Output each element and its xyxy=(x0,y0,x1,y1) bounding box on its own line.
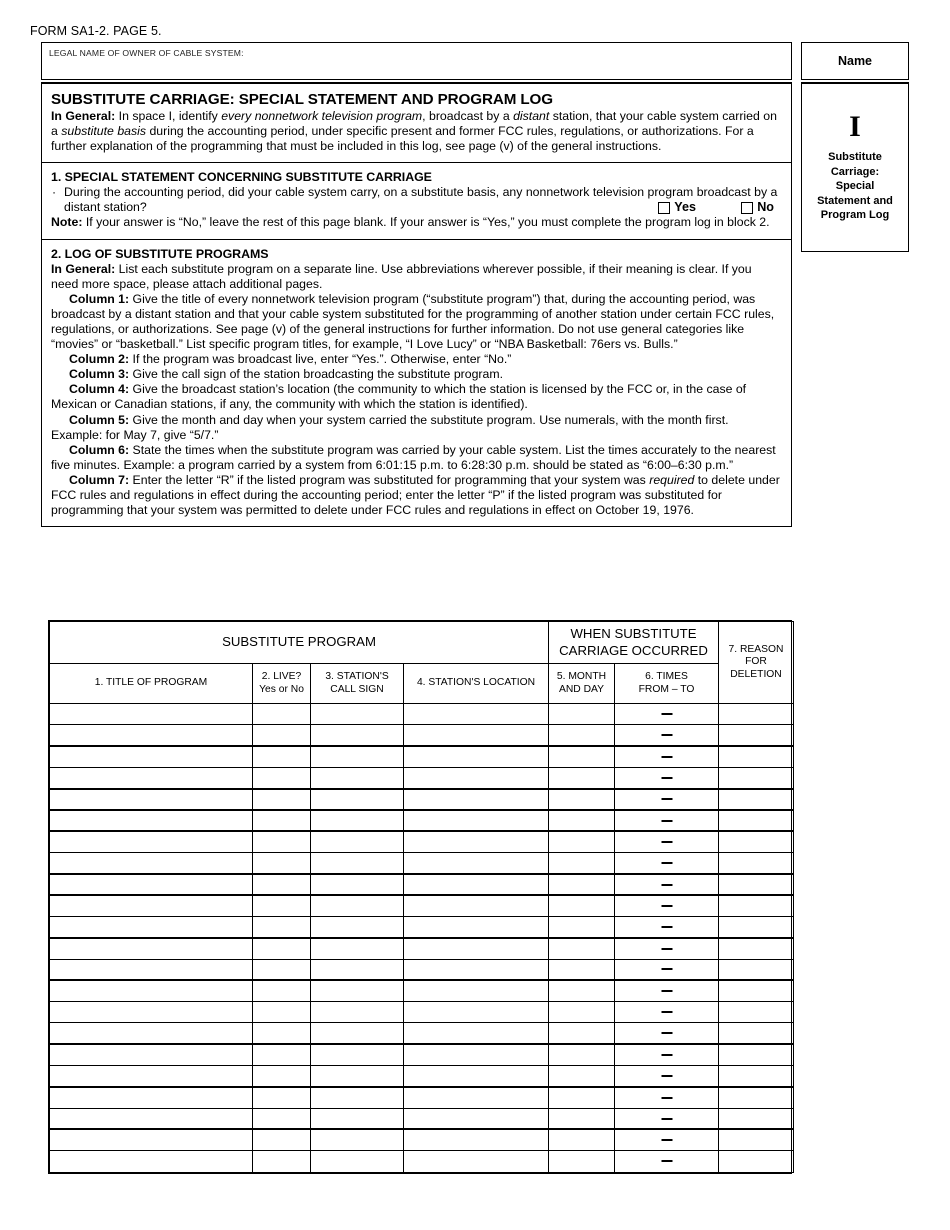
table-cell-col-6[interactable] xyxy=(615,789,719,810)
table-cell-col-6[interactable] xyxy=(615,959,719,980)
table-cell-col-5[interactable] xyxy=(549,853,615,874)
table-cell-col-2[interactable] xyxy=(253,1002,311,1023)
time-range-dash-icon xyxy=(661,990,672,992)
table-cell-col-4[interactable] xyxy=(404,1108,549,1129)
time-range-dash-icon xyxy=(661,1032,672,1034)
table-cell-col-5[interactable] xyxy=(549,704,615,725)
table-row[interactable] xyxy=(50,959,794,980)
col6-lead: Column 6: xyxy=(69,442,130,457)
table-cell-col-3[interactable] xyxy=(311,767,404,788)
table-cell-col-3[interactable] xyxy=(311,704,404,725)
table-cell-col-4[interactable] xyxy=(404,1044,549,1065)
table-cell-col-7[interactable] xyxy=(719,938,794,959)
col-head-3-line-1: 3. STATION'S xyxy=(325,671,389,683)
table-cell-col-6[interactable] xyxy=(615,1002,719,1023)
sidebar-caption-line-5: Program Log xyxy=(820,209,890,222)
column-3-instruction xyxy=(51,367,782,382)
table-cell-col-7[interactable] xyxy=(719,874,794,895)
col7-text-a: Enter the letter “R” if the listed program was substituted for programming that your system was xyxy=(129,472,650,487)
time-range-dash-icon xyxy=(661,820,672,822)
table-cell-col-3[interactable] xyxy=(311,1023,404,1044)
no-option[interactable] xyxy=(741,200,774,215)
table-cell-col-6[interactable] xyxy=(615,704,719,725)
col3-lead: Column 3: xyxy=(69,367,130,382)
column-5-instruction xyxy=(51,413,782,443)
time-range-dash-icon xyxy=(661,862,672,864)
section-1-question-row xyxy=(51,185,782,215)
section-2 xyxy=(42,239,791,527)
legal-name-box[interactable] xyxy=(41,42,792,80)
table-cell-col-7[interactable] xyxy=(719,1002,794,1023)
table-row[interactable] xyxy=(50,1002,794,1023)
table-cell-col-4[interactable] xyxy=(404,725,549,746)
table-cell-col-2[interactable] xyxy=(253,938,311,959)
time-range-dash-icon xyxy=(661,948,672,950)
table-cell-col-5[interactable] xyxy=(549,725,615,746)
column-header-station-location xyxy=(404,664,549,704)
table-cell-col-2[interactable] xyxy=(253,746,311,767)
no-checkbox[interactable] xyxy=(741,202,753,214)
table-cell-col-6[interactable] xyxy=(615,853,719,874)
col4-text: Give the broadcast station’s location (the community to which the station is licensed by the FCC or, in the case of Mexican or Canadian stations, if any, the community with which the station is identified). xyxy=(51,382,747,412)
table-cell-col-3[interactable] xyxy=(311,874,404,895)
intro-em-3: substitute basis xyxy=(61,124,147,139)
table-cell-col-1[interactable] xyxy=(50,1087,253,1108)
table-row[interactable] xyxy=(50,1087,794,1108)
sidebar-caption-line-1: Substitute xyxy=(828,151,882,163)
table-cell-col-2[interactable] xyxy=(253,810,311,831)
table-cell-col-6[interactable] xyxy=(615,810,719,831)
table-cell-col-6[interactable] xyxy=(615,1108,719,1129)
note-text: If your answer is “No,” leave the rest of this page blank. If your answer is “Yes,” you must complete the program log in block 2. xyxy=(82,215,770,230)
col-head-5-line-2: AND DAY xyxy=(558,683,604,695)
table-cell-col-5[interactable] xyxy=(549,1044,615,1065)
table-cell-col-1[interactable] xyxy=(50,874,253,895)
intro-lead: In General: xyxy=(51,109,116,123)
time-range-dash-icon xyxy=(661,756,672,758)
time-range-dash-icon xyxy=(661,1075,672,1077)
table-cell-col-1[interactable] xyxy=(50,853,253,874)
note-lead: Note: xyxy=(51,215,83,230)
group-header-when-carriage-occurred xyxy=(549,622,719,664)
time-range-dash-icon xyxy=(661,734,672,736)
table-cell-col-4[interactable] xyxy=(404,853,549,874)
table-cell-col-5[interactable] xyxy=(549,1087,615,1108)
table-cell-col-1[interactable] xyxy=(50,1044,253,1065)
table-cell-col-4[interactable] xyxy=(404,959,549,980)
column-4-instruction xyxy=(51,382,782,412)
table-cell-col-6[interactable] xyxy=(615,725,719,746)
general-text: List each substitute program on a separate line. Use abbreviations wherever possible, if their meaning is clear. If you need more space, please attach additional pages. xyxy=(51,261,752,291)
sidebar-column xyxy=(801,42,909,252)
table-cell-col-1[interactable] xyxy=(50,725,253,746)
table-cell-col-4[interactable] xyxy=(404,1151,549,1172)
table-cell-col-1[interactable] xyxy=(50,959,253,980)
group-header-substitute-program: SUBSTITUTE PROGRAM xyxy=(50,622,549,664)
table-cell-col-7[interactable] xyxy=(719,1087,794,1108)
table-cell-col-7[interactable] xyxy=(719,853,794,874)
table-cell-col-4[interactable] xyxy=(404,704,549,725)
table-head xyxy=(50,622,794,704)
table-cell-col-2[interactable] xyxy=(253,916,311,937)
column-header-reason-for-deletion xyxy=(719,622,794,704)
table-cell-col-7[interactable] xyxy=(719,916,794,937)
col-head-3-line-2: CALL SIGN xyxy=(330,683,384,695)
table-cell-col-3[interactable] xyxy=(311,1066,404,1087)
table-cell-col-3[interactable] xyxy=(311,1108,404,1129)
time-range-dash-icon xyxy=(661,713,672,715)
table-cell-col-2[interactable] xyxy=(253,1044,311,1065)
table-cell-col-2[interactable] xyxy=(253,1108,311,1129)
table-cell-col-4[interactable] xyxy=(404,1087,549,1108)
table-cell-col-4[interactable] xyxy=(404,895,549,916)
table-row[interactable] xyxy=(50,874,794,895)
table-cell-col-7[interactable] xyxy=(719,746,794,767)
table-cell-col-5[interactable] xyxy=(549,746,615,767)
table-cell-col-3[interactable] xyxy=(311,1087,404,1108)
column-header-call-sign xyxy=(311,664,404,704)
col7-lead: Column 7: xyxy=(69,472,130,487)
table-cell-col-6[interactable] xyxy=(615,1151,719,1172)
col-head-6-line-2: FROM – TO xyxy=(638,683,695,695)
table-cell-col-2[interactable] xyxy=(253,1066,311,1087)
table-row[interactable] xyxy=(50,895,794,916)
table-cell-col-5[interactable] xyxy=(549,1151,615,1172)
table-cell-col-6[interactable] xyxy=(615,1066,719,1087)
section-1-note xyxy=(51,215,782,230)
column-header-month-and-day xyxy=(549,664,615,704)
col7-em: required xyxy=(649,472,695,487)
sidebar-caption-line-2: Carriage: xyxy=(830,165,880,178)
time-range-dash-icon xyxy=(661,1160,672,1162)
table-row[interactable] xyxy=(50,938,794,959)
time-range-dash-icon xyxy=(661,1139,672,1141)
intro-em-2: distant xyxy=(513,109,550,123)
table-cell-col-6[interactable] xyxy=(615,874,719,895)
time-range-dash-icon xyxy=(661,1118,672,1120)
table-cell-col-3[interactable] xyxy=(311,980,404,1001)
group-header-right-line-1: WHEN SUBSTITUTE xyxy=(570,626,697,641)
sidebar-name-header: Name xyxy=(801,42,909,80)
table-cell-col-7[interactable] xyxy=(719,1108,794,1129)
table-body xyxy=(50,704,794,1173)
table-cell-col-1[interactable] xyxy=(50,1151,253,1172)
table-cell-col-1[interactable] xyxy=(50,1002,253,1023)
table-cell-col-1[interactable] xyxy=(50,746,253,767)
table-cell-col-5[interactable] xyxy=(549,895,615,916)
section-2-heading: 2. LOG OF SUBSTITUTE PROGRAMS xyxy=(51,246,269,261)
table-cell-col-7[interactable] xyxy=(719,895,794,916)
table-row[interactable] xyxy=(50,1129,794,1150)
col2-lead: Column 2: xyxy=(69,352,130,367)
table-cell-col-1[interactable] xyxy=(50,831,253,852)
table-cell-col-7[interactable] xyxy=(719,980,794,1001)
table-cell-col-4[interactable] xyxy=(404,767,549,788)
table-cell-col-3[interactable] xyxy=(311,1151,404,1172)
table-cell-col-5[interactable] xyxy=(549,916,615,937)
table-cell-col-5[interactable] xyxy=(549,831,615,852)
table-cell-col-1[interactable] xyxy=(50,938,253,959)
table-cell-col-6[interactable] xyxy=(615,746,719,767)
table-column-header-row xyxy=(50,664,794,704)
section-1-question: During the accounting period, did your cable system carry, on a substitute basis, any nonnetwork television program broadcast by a distant station? xyxy=(64,185,778,215)
sidebar-caption xyxy=(802,150,908,223)
group-header-right-line-2: CARRIAGE OCCURRED xyxy=(559,642,708,658)
table-cell-col-5[interactable] xyxy=(549,1066,615,1087)
column-header-times xyxy=(615,664,719,704)
table-cell-col-7[interactable] xyxy=(719,831,794,852)
col5-text: Give the month and day when your system carried the substitute program. Use numerals, with the month first. Example: for May 7, give “5/7.” xyxy=(51,412,729,442)
table-cell-col-3[interactable] xyxy=(311,810,404,831)
table-row[interactable] xyxy=(50,789,794,810)
sidebar-section-number: I xyxy=(849,110,861,143)
intro-text-1: In space I, identify xyxy=(115,109,222,123)
table-row[interactable] xyxy=(50,1044,794,1065)
table-cell-col-6[interactable] xyxy=(615,767,719,788)
time-range-dash-icon xyxy=(661,926,672,928)
table-cell-col-3[interactable] xyxy=(311,853,404,874)
sidebar-section-marker xyxy=(801,82,909,252)
table-cell-col-6[interactable] xyxy=(615,831,719,852)
table-cell-col-6[interactable] xyxy=(615,1129,719,1150)
table-cell-col-7[interactable] xyxy=(719,1129,794,1150)
table-cell-col-4[interactable] xyxy=(404,1002,549,1023)
form-identifier: FORM SA1-2. PAGE 5. xyxy=(30,24,162,38)
table-cell-col-1[interactable] xyxy=(50,1023,253,1044)
table-cell-col-4[interactable] xyxy=(404,1023,549,1044)
table-cell-col-1[interactable] xyxy=(50,895,253,916)
time-range-dash-icon xyxy=(661,884,672,886)
col6-text: State the times when the substitute program was carried by your cable system. List the times accurately to the nearest five minutes. Example: a program carried by a system from 6:01:15 p.m. to 6:28:30 p.m. should be stated as “6:00–6:30 p.m.” xyxy=(51,442,776,472)
table-cell-col-7[interactable] xyxy=(719,1066,794,1087)
bullet-icon: · xyxy=(52,185,57,200)
table-cell-col-2[interactable] xyxy=(253,789,311,810)
table-cell-col-7[interactable] xyxy=(719,1151,794,1172)
legal-name-label: LEGAL NAME OF OWNER OF CABLE SYSTEM: xyxy=(49,48,244,58)
column-2-instruction xyxy=(51,352,782,367)
intro-text-3: station, that your cable system carried on a xyxy=(51,109,777,139)
table-cell-col-4[interactable] xyxy=(404,746,549,767)
col7-text-b: to delete under FCC rules and regulations in effect during the accounting period; enter the letter “P” if the listed program was substituted for programming that your system was permitted to delete under FCC rules and regulations in effect on October 19, 1976. xyxy=(51,472,780,518)
table-cell-col-5[interactable] xyxy=(549,810,615,831)
table-row[interactable] xyxy=(50,746,794,767)
table-row[interactable] xyxy=(50,831,794,852)
table-cell-col-7[interactable] xyxy=(719,959,794,980)
table-cell-col-7[interactable] xyxy=(719,1023,794,1044)
reason-line-3: DELETION xyxy=(730,668,782,680)
table-cell-col-4[interactable] xyxy=(404,874,549,895)
table-cell-col-5[interactable] xyxy=(549,874,615,895)
time-range-dash-icon xyxy=(661,841,672,843)
table-cell-col-2[interactable] xyxy=(253,725,311,746)
table-cell-col-1[interactable] xyxy=(50,1108,253,1129)
table-cell-col-2[interactable] xyxy=(253,874,311,895)
table-cell-col-6[interactable] xyxy=(615,1087,719,1108)
table-cell-col-2[interactable] xyxy=(253,1129,311,1150)
table-cell-col-6[interactable] xyxy=(615,1023,719,1044)
col-head-4-line-1: 4. STATION'S LOCATION xyxy=(416,677,536,689)
column-header-live xyxy=(253,664,311,704)
time-range-dash-icon xyxy=(661,968,672,970)
table-cell-col-4[interactable] xyxy=(404,916,549,937)
reason-line-1: 7. REASON xyxy=(728,643,784,655)
table-cell-col-3[interactable] xyxy=(311,1129,404,1150)
main-column xyxy=(41,42,792,527)
no-label: No xyxy=(757,200,774,215)
table-cell-col-5[interactable] xyxy=(549,959,615,980)
time-range-dash-icon xyxy=(661,798,672,800)
table-cell-col-2[interactable] xyxy=(253,1023,311,1044)
yes-option[interactable] xyxy=(658,200,696,215)
table-cell-col-3[interactable] xyxy=(311,746,404,767)
table-cell-col-5[interactable] xyxy=(549,767,615,788)
table-cell-col-7[interactable] xyxy=(719,767,794,788)
reason-line-2: FOR xyxy=(745,656,767,668)
table-cell-col-5[interactable] xyxy=(549,938,615,959)
column-6-instruction xyxy=(51,443,782,473)
time-range-dash-icon xyxy=(661,1011,672,1013)
table-cell-col-5[interactable] xyxy=(549,789,615,810)
page-title: SUBSTITUTE CARRIAGE: SPECIAL STATEMENT AND PROGRAM LOG xyxy=(51,91,553,108)
table-cell-col-3[interactable] xyxy=(311,725,404,746)
table-cell-col-2[interactable] xyxy=(253,1151,311,1172)
table-cell-col-2[interactable] xyxy=(253,853,311,874)
substitute-program-log-table xyxy=(48,620,792,1174)
general-lead: In General: xyxy=(51,261,116,276)
section-1 xyxy=(42,162,791,238)
time-range-dash-icon xyxy=(661,1097,672,1099)
table-cell-col-1[interactable] xyxy=(50,1066,253,1087)
table-cell-col-5[interactable] xyxy=(549,1023,615,1044)
table-cell-col-1[interactable] xyxy=(50,767,253,788)
table-cell-col-7[interactable] xyxy=(719,725,794,746)
time-range-dash-icon xyxy=(661,1054,672,1056)
col-head-6-line-1: 6. TIMES xyxy=(645,671,688,683)
table-row[interactable] xyxy=(50,980,794,1001)
column-7-instruction xyxy=(51,473,782,518)
table-row[interactable] xyxy=(50,916,794,937)
table-cell-col-3[interactable] xyxy=(311,1044,404,1065)
table-cell-col-4[interactable] xyxy=(404,980,549,1001)
table-cell-col-4[interactable] xyxy=(404,810,549,831)
table-cell-col-4[interactable] xyxy=(404,1066,549,1087)
col-head-1-line-1: 1. TITLE OF PROGRAM xyxy=(94,677,208,689)
section-2-general xyxy=(51,262,782,292)
table-cell-col-3[interactable] xyxy=(311,1002,404,1023)
table-cell-col-1[interactable] xyxy=(50,789,253,810)
table-cell-col-3[interactable] xyxy=(311,938,404,959)
table-cell-col-5[interactable] xyxy=(549,980,615,1001)
table-cell-col-4[interactable] xyxy=(404,831,549,852)
table-cell-col-1[interactable] xyxy=(50,980,253,1001)
table-cell-col-1[interactable] xyxy=(50,704,253,725)
table-cell-col-3[interactable] xyxy=(311,895,404,916)
table-cell-col-5[interactable] xyxy=(549,1108,615,1129)
table-row[interactable] xyxy=(50,1066,794,1087)
table-cell-col-2[interactable] xyxy=(253,704,311,725)
time-range-dash-icon xyxy=(661,777,672,779)
column-header-title-of-program xyxy=(50,664,253,704)
table-cell-col-6[interactable] xyxy=(615,1044,719,1065)
table-row[interactable] xyxy=(50,767,794,788)
table-cell-col-4[interactable] xyxy=(404,938,549,959)
col1-lead: Column 1: xyxy=(69,291,130,306)
sidebar-caption-line-3: Special xyxy=(835,180,875,193)
table-cell-col-1[interactable] xyxy=(50,810,253,831)
yes-label: Yes xyxy=(674,200,696,215)
table-cell-col-6[interactable] xyxy=(615,980,719,1001)
table-cell-col-3[interactable] xyxy=(311,916,404,937)
col-head-2-line-1: 2. LIVE? xyxy=(261,671,302,683)
sidebar-caption-line-4: Statement and xyxy=(817,194,893,207)
col-head-2-line-2: Yes or No xyxy=(259,683,304,695)
table-cell-col-7[interactable] xyxy=(719,704,794,725)
col4-lead: Column 4: xyxy=(69,382,130,397)
col2-text: If the program was broadcast live, enter “Yes.”. Otherwise, enter “No.” xyxy=(129,352,512,367)
table-cell-col-6[interactable] xyxy=(615,895,719,916)
table-group-header-row xyxy=(50,622,794,664)
table-row[interactable] xyxy=(50,853,794,874)
table-cell-col-6[interactable] xyxy=(615,916,719,937)
table-cell-col-1[interactable] xyxy=(50,916,253,937)
table-cell-col-1[interactable] xyxy=(50,1129,253,1150)
time-range-dash-icon xyxy=(661,905,672,907)
table-cell-col-3[interactable] xyxy=(311,789,404,810)
col-head-5-line-1: 5. MONTH xyxy=(556,671,607,683)
table-cell-col-2[interactable] xyxy=(253,831,311,852)
table-cell-col-2[interactable] xyxy=(253,895,311,916)
col3-text: Give the call sign of the station broadcasting the substitute program. xyxy=(129,367,504,382)
intro-text-2: , broadcast by a xyxy=(422,109,514,123)
table-row[interactable] xyxy=(50,725,794,746)
table-row[interactable] xyxy=(50,810,794,831)
table-cell-col-7[interactable] xyxy=(719,1044,794,1065)
intro-section xyxy=(42,84,791,162)
table-cell-col-3[interactable] xyxy=(311,831,404,852)
table-cell-col-4[interactable] xyxy=(404,1129,549,1150)
column-1-instruction xyxy=(51,292,782,352)
table-cell-col-7[interactable] xyxy=(719,789,794,810)
table-row[interactable] xyxy=(50,704,794,725)
table-cell-col-2[interactable] xyxy=(253,980,311,1001)
table-cell-col-6[interactable] xyxy=(615,938,719,959)
col5-lead: Column 5: xyxy=(69,412,130,427)
table-cell-col-3[interactable] xyxy=(311,959,404,980)
instructions-box xyxy=(41,82,792,527)
table-cell-col-4[interactable] xyxy=(404,789,549,810)
col1-text: Give the title of every nonnetwork television program (“substitute program”) that, during the accounting period, was broadcast by a distant station and that your cable system substituted for the programming of another station under certain FCC rules, regulations, or authorizations. See page (v) of the general instructions for further information. Do not use general categories like “movies” or “basketball.” List specific program titles, for example, “I Love Lucy” or “NBA Basketball: 76ers vs. Bulls.” xyxy=(51,291,775,352)
intro-em-1: every nonnetwork television program xyxy=(221,109,423,123)
table-row[interactable] xyxy=(50,1108,794,1129)
yes-checkbox[interactable] xyxy=(658,202,670,214)
table-row[interactable] xyxy=(50,1151,794,1172)
table-cell-col-5[interactable] xyxy=(549,1129,615,1150)
table-cell-col-7[interactable] xyxy=(719,810,794,831)
section-1-heading: 1. SPECIAL STATEMENT CONCERNING SUBSTITUTE CARRIAGE xyxy=(51,170,432,185)
intro-text-4: during the accounting period, under specific present and former FCC rules, regulations, or authorizations. For a further explanation of the programming that must be included in this log, see page (v) of the general instructions. xyxy=(51,124,754,154)
table-cell-col-5[interactable] xyxy=(549,1002,615,1023)
table-row[interactable] xyxy=(50,1023,794,1044)
table-cell-col-2[interactable] xyxy=(253,959,311,980)
table-cell-col-2[interactable] xyxy=(253,1087,311,1108)
intro-paragraph xyxy=(51,109,782,154)
table-cell-col-2[interactable] xyxy=(253,767,311,788)
